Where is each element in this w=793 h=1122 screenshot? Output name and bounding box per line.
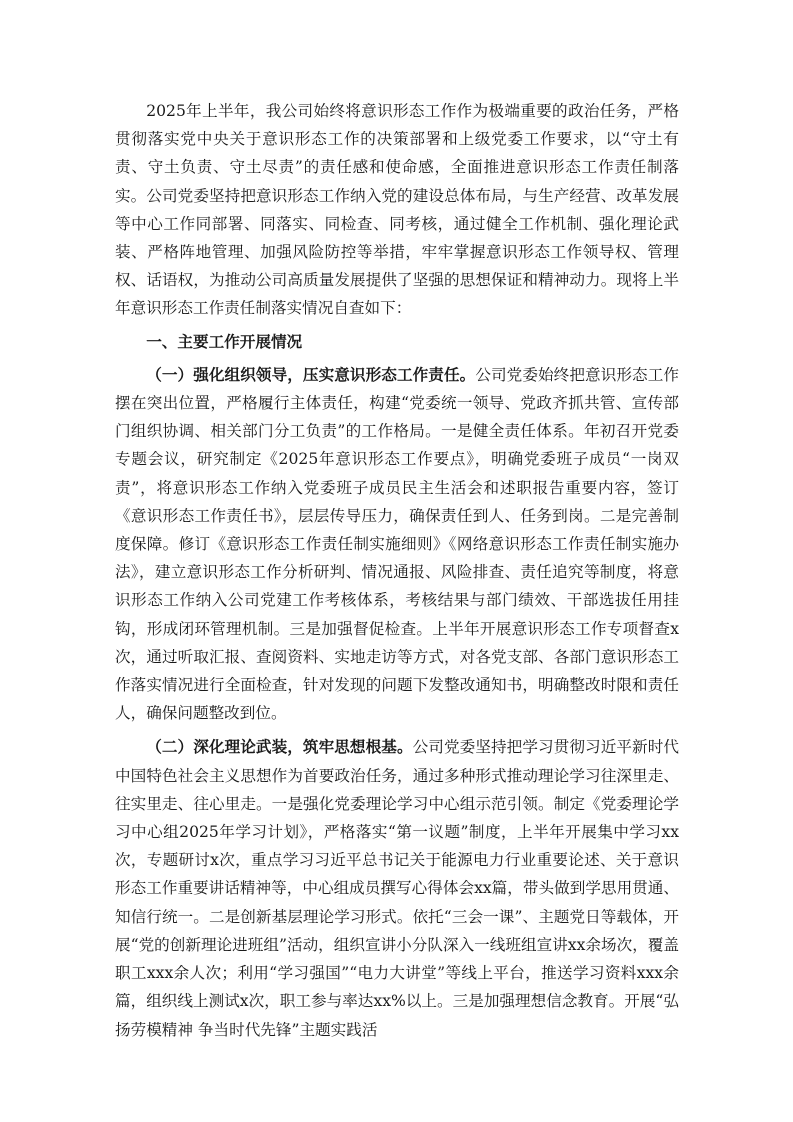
intro-paragraph: 2025年上半年，我公司始终将意识形态工作作为极端重要的政治任务，严格贯彻落实党中央关于意识形态工作的决策部署和上级党委工作要求，以“守土有责、守土负责、守土尽责”的责任感和使命感，全面推进意识形态工作责任制落实。公司党委坚持把意识形态工作纳入党的建设总体布局，与生产经营、改革发展等中心工作同部署、同落实、同检查、同考核，通过健全工作机制、强化理论武装、严格阵地管理、加强风险防控等举措，牢牢掌握意识形态工作领导权、管理权、话语权，为推动公司高质量发展提供了坚强的思想保证和精神动力。现将上半年意识形态工作责任制落实情况自查如下：	[115, 102, 679, 318]
section-paragraph-2	[115, 733, 679, 1043]
subsection-body-2: 公司党委坚持把学习贯彻习近平新时代中国特色社会主义思想作为首要政治任务，通过多种形式推动理论学习往深里走、往实里走、往心里走。一是强化党委理论学习中心组示范引领。制定《党委理论学习中心组2025年学习计划》，严格落实“第一议题”制度，上半年开展集中学习xx次，专题研讨x次，重点学习习近平总书记关于能源电力行业重要论述、关于意识形态工作重要讲话精神等，中心组成员撰写心得体会xx篇，带头做到学思用贯通、知信行统一。二是创新基层理论学习形式。依托“三会一课”、主题党日等载体，开展“党的创新理论进班组”活动，组织宣讲小分队深入一线班组宣讲xx余场次，覆盖职工xxx余人次；利用“学习强国”“电力大讲堂”等线上平台，推送学习资料xxx余篇，组织线上测试x次，职工参与率达xx%以上。三是加强理想信念教育。开展“弘扬劳模精神 争当时代先锋”主题实践活	[115, 738, 679, 1039]
subsection-title-1: （一）强化组织领导，压实意识形态工作责任。	[146, 364, 476, 384]
subsection-title-2: （二）深化理论武装，筑牢思想根基。	[146, 737, 413, 757]
section-paragraph-1	[115, 361, 679, 728]
document-page	[115, 97, 679, 1050]
section-heading: 一、主要工作开展情况	[146, 331, 303, 351]
subsection-body-1: 公司党委始终把意识形态工作摆在突出位置，严格履行主体责任，构建“党委统一领导、党政齐抓共管、宣传部门组织协调、相关部门分工负责”的工作格局。一是健全责任体系。年初召开党委专题会议，研究制定《2025年意识形态工作要点》，明确党委班子成员“一岗双责”，将意识形态工作纳入党委班子成员民主生活会和述职报告重要内容，签订《意识形态工作责任书》，层层传导压力，确保责任到人、任务到岗。二是完善制度保障。修订《意识形态工作责任制实施细则》《网络意识形态工作责任制实施办法》，建立意识形态工作分析研判、情况通报、风险排查、责任追究等制度，将意识形态工作纳入公司党建工作考核体系，考核结果与部门绩效、干部选拔任用挂钩，形成闭环管理机制。三是加强督促检查。上半年开展意识形态工作专项督查x次，通过听取汇报、查阅资料、实地走访等方式，对各党支部、各部门意识形态工作落实情况进行全面检查，针对发现的问题下发整改通知书，明确整改时限和责任人，确保问题整改到位。	[115, 365, 679, 723]
